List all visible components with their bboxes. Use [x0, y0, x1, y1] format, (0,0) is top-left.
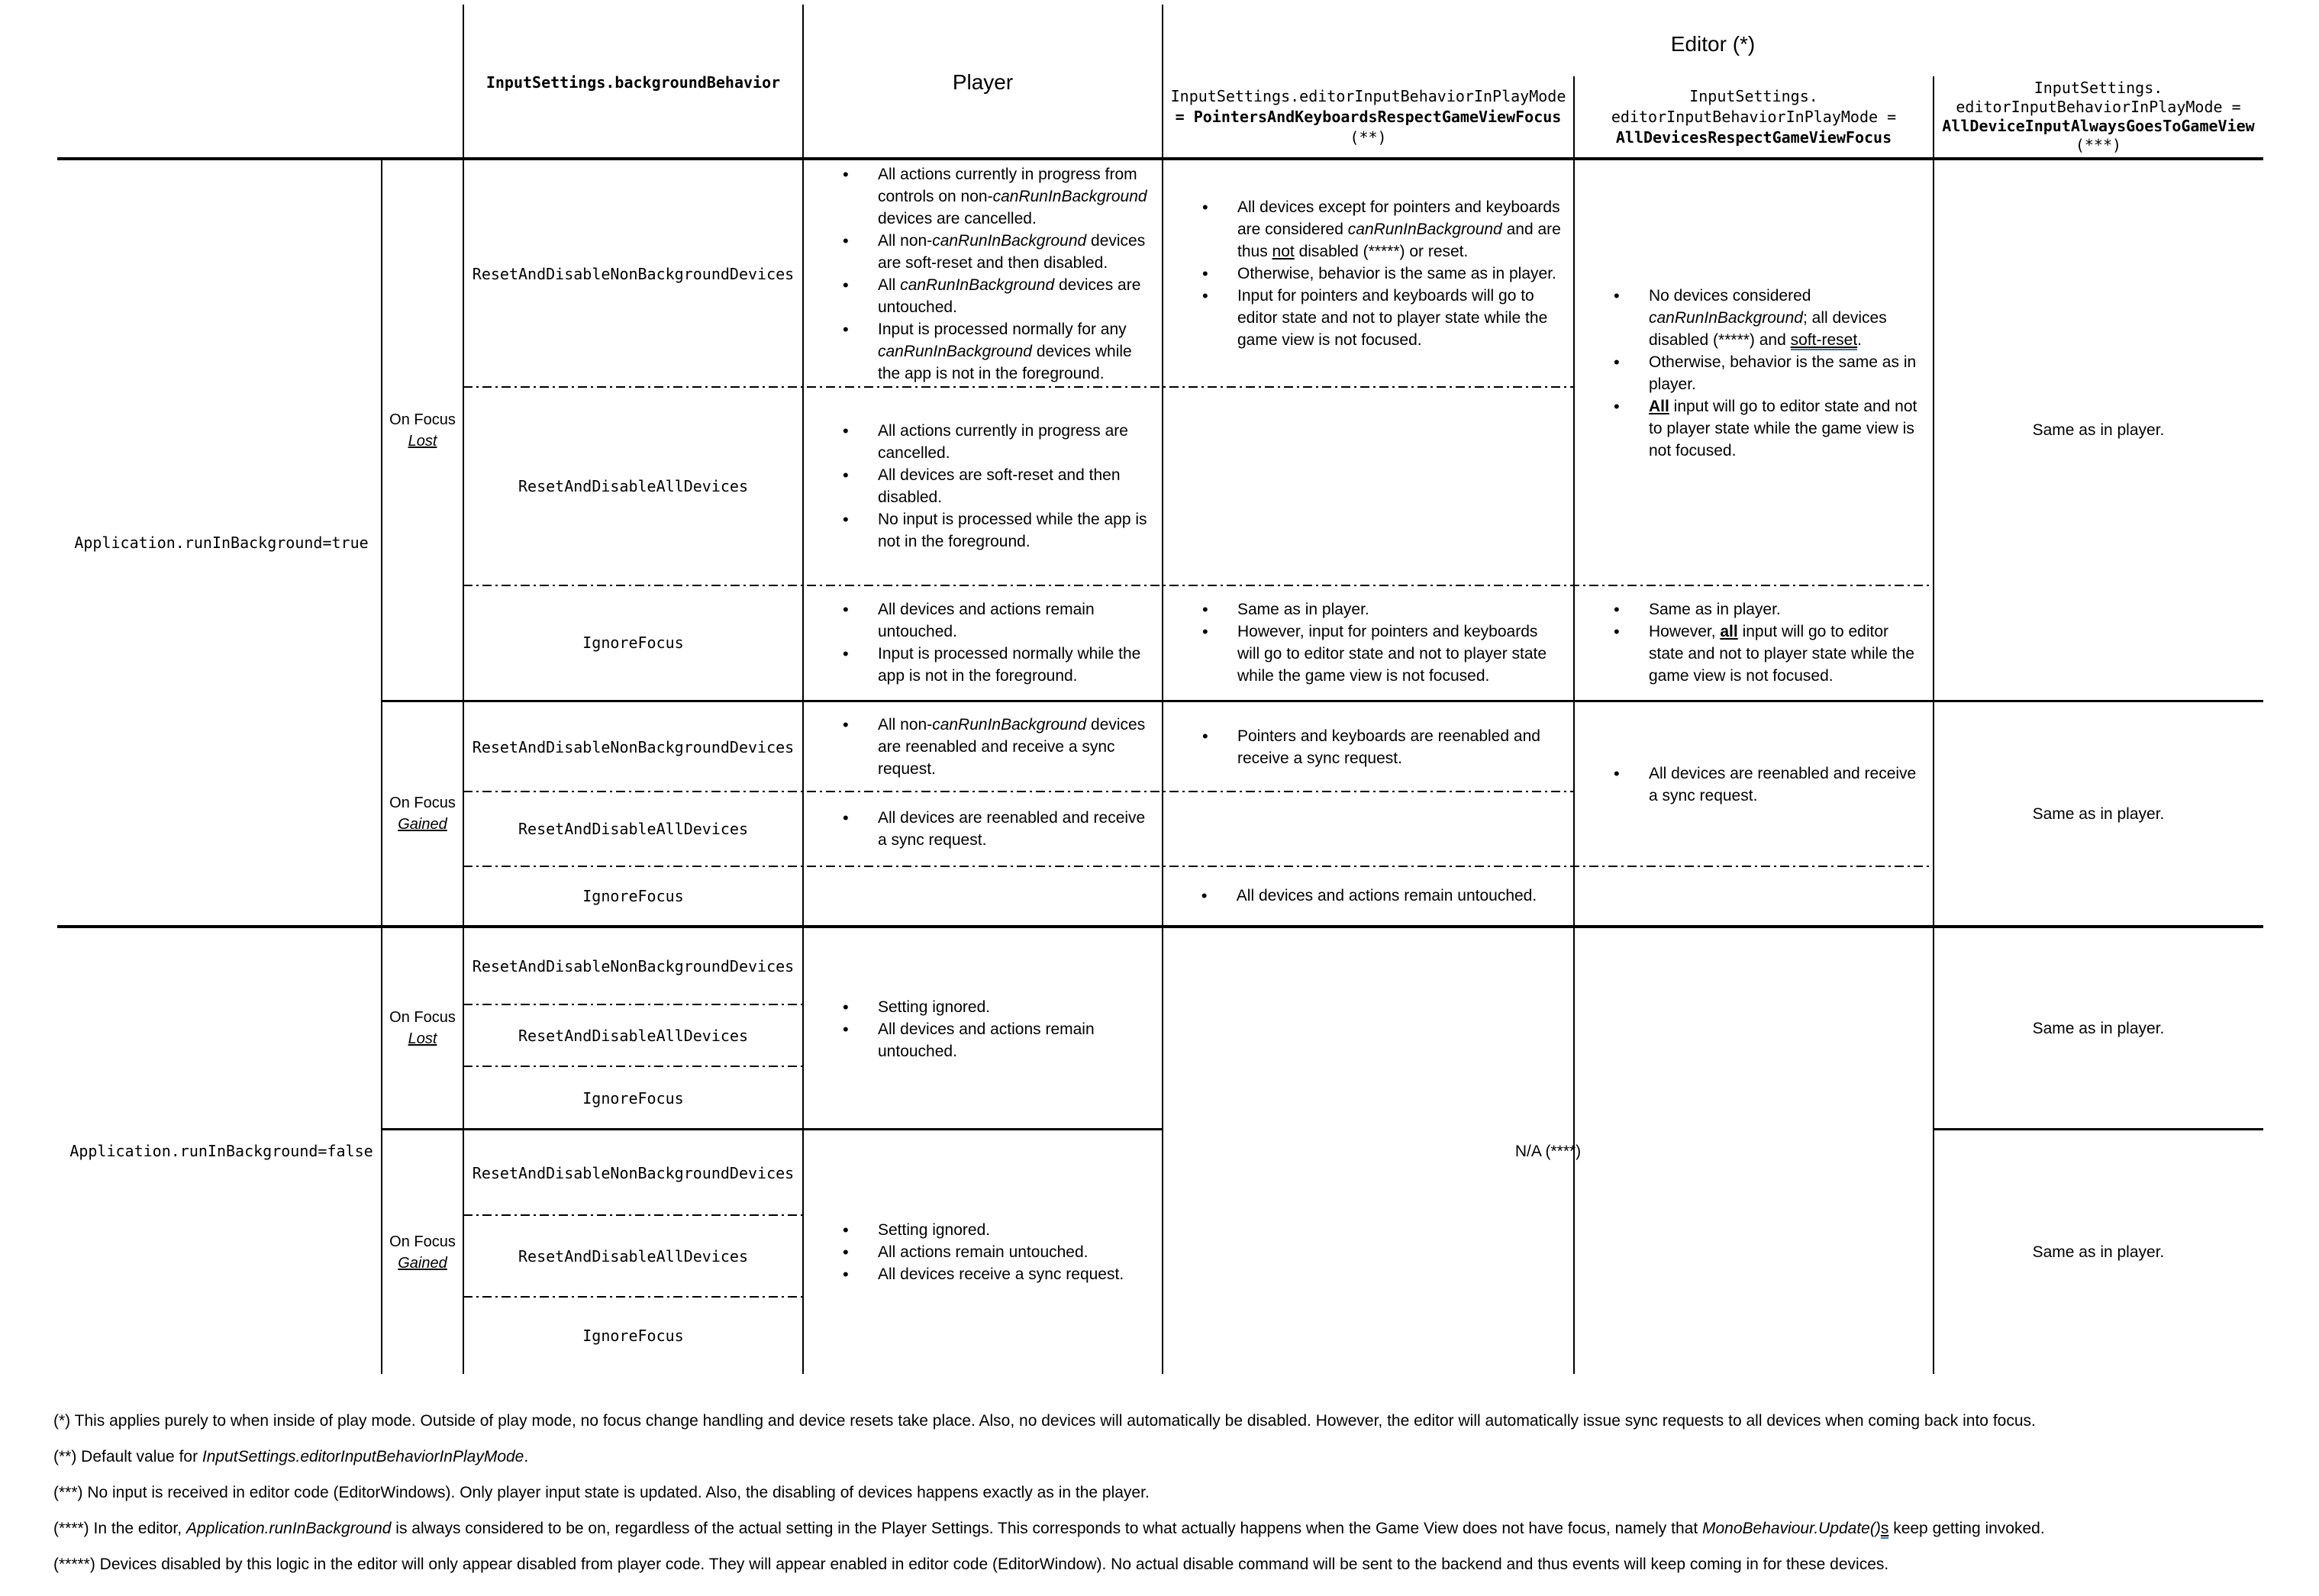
text-segment: All devices are reenabled and receive a sync request.: [1649, 764, 1917, 804]
behavior-cell-false-lost-reset-non-bg: [463, 928, 803, 1004]
bullet-list: [803, 996, 1163, 1062]
text-segment: (*****) Devices disabled by this logic in the editor will only appear disabled from player code. They will appear enabled in editor code (EditorWindow). No actual disable command will be sent to the backend and thus events will keep coming in for these devices.: [53, 1556, 1889, 1573]
text-segment: Otherwise, behavior is the same as in player.: [1649, 353, 1917, 393]
bullet-item: [841, 274, 1152, 318]
bullet-item: [1200, 885, 1537, 907]
text-segment: No devices considered: [1649, 286, 1811, 305]
text-segment: (****) In the editor,: [53, 1520, 186, 1537]
focus-label-lost-true-section: [382, 160, 463, 700]
bullet-item: [841, 508, 1152, 553]
text-segment: All non-: [878, 231, 933, 250]
text-segment: However,: [1649, 623, 1721, 640]
bullet-list: [1574, 285, 1934, 462]
focus-label-gained-false-section: [382, 1130, 463, 1374]
player-cell-true-lost-ignore: [803, 585, 1163, 700]
header-line: editorInputBehaviorInPlayMode =: [1956, 98, 2241, 116]
na-text: N/A (****): [1514, 1142, 1582, 1160]
row-label-run-in-background-true: [61, 160, 382, 925]
behavior-cell-true-gained-ignore: [463, 866, 803, 925]
editor3-cell-false-gained: [1934, 1130, 2263, 1374]
footnote-1: [53, 1411, 2036, 1432]
text-segment: MonoBehaviour.Update(): [1702, 1520, 1881, 1537]
bullet-item: [841, 996, 1152, 1018]
same-as-player-text: Same as in player.: [2032, 1243, 2165, 1261]
text-segment: canRunInBackground: [878, 342, 1032, 360]
behavior-value: ResetAndDisableAllDevices: [518, 1026, 749, 1045]
bullet-list: [803, 598, 1163, 687]
player-cell-true-lost-reset-all: [803, 387, 1163, 585]
player-cell-true-lost-reset-non-bg: [803, 160, 1163, 387]
behavior-cell-false-gained-reset-non-bg: [463, 1130, 803, 1215]
footnote-4: [53, 1518, 2045, 1540]
text-segment: All: [1649, 397, 1669, 415]
footnote-5: [53, 1554, 1888, 1575]
text-segment: All devices and actions remain untouched.: [878, 1020, 1095, 1060]
editor3-cell-false-lost: [1934, 928, 2263, 1128]
text-segment: .: [524, 1448, 529, 1465]
bullet-item: [841, 1219, 1152, 1241]
text-segment: is always considered to be on, regardless of the actual setting in the Player Settings. This corresponds to what actually happens when the Game View does not have focus, namely that: [391, 1520, 1702, 1537]
same-as-player-text: Same as in player.: [2032, 804, 2165, 823]
behavior-cell-false-gained-reset-all: [463, 1215, 803, 1297]
bullet-list: [1200, 885, 1537, 907]
text-segment: (***) No input is received in editor code (EditorWindows). Only player input state is updated. Also, the disabling of devices happens exactly as in the player.: [53, 1484, 1150, 1501]
behavior-value: ResetAndDisableAllDevices: [518, 477, 749, 495]
text-segment: s: [1880, 1520, 1889, 1537]
column-header-editor-pointers-keyboards: [1163, 76, 1574, 157]
bullet-list: [1163, 725, 1574, 769]
focus-label-line2: Lost: [408, 432, 437, 450]
row-label-text: Application.runInBackground=false: [69, 1142, 373, 1160]
bullet-list: [803, 420, 1163, 553]
focus-label-line2: Lost: [408, 1030, 437, 1047]
text-segment: All devices are reenabled and receive a sync request.: [878, 809, 1146, 849]
text-segment: Input is processed normally while the app is not in the foreground.: [878, 645, 1141, 685]
text-segment: Application.runInBackground: [185, 1520, 392, 1537]
player-cell-false-gained-merged: [803, 1130, 1163, 1374]
behavior-cell-true-lost-ignore: [463, 585, 803, 700]
focus-label-line1: On Focus: [389, 411, 456, 428]
bullet-item: [1612, 285, 1923, 351]
footnote-3: [53, 1482, 1150, 1504]
text-segment: All actions remain untouched.: [878, 1243, 1089, 1261]
same-as-player-text: Same as in player.: [2032, 421, 2165, 439]
text-segment: All devices receive a sync request.: [878, 1266, 1124, 1283]
column-header-editor-all-input-to-gameview: [1934, 76, 2263, 157]
text-segment: canRunInBackground: [932, 716, 1087, 734]
player-cell-false-lost-merged: [803, 928, 1163, 1130]
behavior-cell-true-gained-reset-non-bg: [463, 702, 803, 792]
editor3-cell-true-gained: [1934, 702, 2263, 925]
bullet-item: [1612, 621, 1923, 687]
header-line: InputSettings.: [1689, 86, 1818, 105]
header-line: (***): [2075, 136, 2122, 154]
text-segment: (**) Default value for: [53, 1448, 202, 1465]
behavior-value: IgnoreFocus: [582, 1326, 684, 1345]
text-segment: devices are untouched.: [878, 276, 1141, 316]
player-cell-true-gained-reset-non-bg: [803, 702, 1163, 792]
focus-label-gained-true-section: [382, 702, 463, 925]
text-segment: InputSettings.editorInputBehaviorInPlayMode: [202, 1448, 524, 1465]
bullet-list: [803, 1219, 1163, 1285]
header-line: InputSettings.: [2034, 79, 2163, 97]
header-line: = PointersAndKeyboardsRespectGameViewFocus: [1175, 107, 1562, 126]
bullet-list: [803, 807, 1163, 851]
text-segment: Setting ignored.: [878, 998, 991, 1016]
column-header-player-text: Player: [952, 70, 1014, 94]
behavior-cell-true-lost-reset-all: [463, 387, 803, 585]
footnote-2: [53, 1446, 528, 1468]
text-segment: devices are reenabled and receive a sync request.: [878, 716, 1146, 778]
text-segment: and are thus: [1237, 221, 1561, 260]
text-segment: soft-reset: [1790, 330, 1858, 349]
bullet-item: [841, 1263, 1152, 1285]
focus-label-line2: Gained: [398, 816, 447, 833]
player-cell-true-gained-reset-all: [803, 792, 1163, 866]
behavior-cell-true-lost-reset-non-bg: [463, 160, 803, 387]
bullet-item: [841, 714, 1152, 780]
behavior-value: IgnoreFocus: [582, 886, 684, 905]
text-segment: canRunInBackground: [1649, 308, 1803, 327]
text-segment: keep getting invoked.: [1888, 1520, 2045, 1537]
text-segment: (*) This applies purely to when inside of play mode. Outside of play mode, no focus change handling and device resets take place. Also, no devices will automatically be disabled. However, the editor will automatically issue sync requests to all devices when coming back into focus.: [53, 1412, 2036, 1430]
bullet-item: [1201, 285, 1563, 351]
column-header-background-behavior-text: InputSettings.backgroundBehavior: [485, 73, 781, 92]
bullet-item: [1201, 263, 1563, 285]
bullet-item: [841, 464, 1152, 508]
header-line: AllDeviceInputAlwaysGoesToGameView: [1942, 117, 2255, 135]
header-line: editorInputBehaviorInPlayMode =: [1611, 107, 1897, 126]
text-segment: Input is processed normally for any: [878, 320, 1127, 338]
bullet-item: [841, 643, 1152, 687]
focus-label-line1: On Focus: [389, 795, 456, 811]
text-segment: Same as in player.: [1649, 601, 1781, 618]
focus-label-line1: On Focus: [389, 1009, 456, 1026]
header-line: InputSettings.editorInputBehaviorInPlayMode: [1170, 86, 1566, 105]
row-label-run-in-background-false: [61, 928, 382, 1374]
bullet-item: [841, 230, 1152, 274]
behavior-cell-false-gained-ignore: [463, 1297, 803, 1374]
bullet-item: [1612, 598, 1923, 621]
bullet-list: [1574, 598, 1934, 687]
text-segment: input will go to editor state and not to player state while the game view is not focused.: [1649, 623, 1914, 685]
row-label-text: Application.runInBackground=true: [74, 534, 369, 552]
text-segment: canRunInBackground: [992, 187, 1147, 205]
bullet-item: [841, 1241, 1152, 1263]
header-line: (**): [1350, 127, 1387, 147]
bullet-list: [803, 714, 1163, 780]
column-header-editor-all-devices-respect: [1574, 76, 1934, 157]
editor2-cell-true-lost-merged: [1574, 160, 1934, 585]
text-segment: devices while the app is not in the foreground.: [878, 342, 1132, 382]
text-segment: All non-: [878, 716, 933, 734]
text-segment: canRunInBackground: [900, 276, 1055, 294]
bullet-item: [841, 163, 1152, 230]
behavior-value: ResetAndDisableNonBackgroundDevices: [472, 737, 795, 756]
behavior-value: IgnoreFocus: [582, 634, 684, 652]
bullet-list: [803, 163, 1163, 385]
bullet-item: [1612, 763, 1923, 807]
behavior-cell-false-lost-reset-all: [463, 1004, 803, 1066]
text-segment: All: [878, 276, 901, 294]
behavior-cell-false-lost-ignore: [463, 1066, 803, 1130]
editor-group-header: [1163, 11, 2263, 76]
column-header-player: [803, 8, 1163, 157]
text-segment: No input is processed while the app is not in the foreground.: [878, 511, 1147, 550]
text-segment: All actions currently in progress from controls on non-: [878, 165, 1137, 205]
text-segment: Otherwise, behavior is the same as in player.: [1237, 265, 1556, 282]
bullet-item: [1201, 621, 1563, 687]
editor1-cell-true-gained-reset-non-bg: [1163, 702, 1574, 792]
bullet-item: [841, 1018, 1152, 1062]
bullet-list: [1163, 598, 1574, 687]
text-segment: devices are cancelled.: [878, 209, 1037, 227]
merged-cell-true-gained-ignore: [803, 866, 1934, 925]
text-segment: All devices except for pointers and keyboards are considered: [1237, 198, 1560, 238]
bullet-item: [841, 807, 1152, 851]
na-cell-false-editor: [1163, 928, 1934, 1374]
text-segment: Pointers and keyboards are reenabled and receive a sync request.: [1237, 727, 1540, 767]
bullet-item: [1201, 196, 1563, 263]
text-segment: not: [1272, 243, 1295, 260]
behavior-value: IgnoreFocus: [582, 1088, 684, 1108]
text-segment: devices are soft-reset and then disabled.: [878, 231, 1146, 272]
text-segment: All devices and actions remain untouched.: [1236, 887, 1537, 904]
column-header-background-behavior: [463, 8, 803, 157]
bullet-item: [841, 318, 1152, 385]
text-segment: However, input for pointers and keyboards will go to editor state and not to player state while the game view is not focused.: [1237, 623, 1547, 685]
text-segment: disabled (*****) or reset.: [1294, 243, 1469, 260]
behavior-value: ResetAndDisableNonBackgroundDevices: [472, 957, 795, 975]
behavior-value: ResetAndDisableAllDevices: [518, 1246, 749, 1266]
bullet-item: [841, 598, 1152, 643]
editor1-cell-true-lost-ignore: [1163, 585, 1574, 700]
same-as-player-text: Same as in player.: [2032, 1019, 2165, 1037]
text-segment: input will go to editor state and not to player state while the game view is not focused.: [1649, 397, 1917, 459]
bullet-item: [1612, 351, 1923, 395]
text-segment: canRunInBackground: [1347, 221, 1502, 238]
text-segment: all: [1720, 623, 1738, 640]
editor3-cell-true-lost: [1934, 160, 2263, 700]
behavior-value: ResetAndDisableAllDevices: [518, 820, 749, 838]
text-segment: Setting ignored.: [878, 1221, 991, 1239]
editor2-cell-true-lost-ignore: [1574, 585, 1934, 700]
behavior-value: ResetAndDisableNonBackgroundDevices: [472, 264, 795, 283]
header-line: AllDevicesRespectGameViewFocus: [1615, 127, 1892, 147]
bullet-item: [841, 420, 1152, 464]
text-segment: .: [1857, 330, 1862, 349]
editor-group-header-text: Editor (*): [1670, 31, 1756, 56]
focus-label-lost-false-section: [382, 928, 463, 1128]
text-segment: Input for pointers and keyboards will go to editor state and not to player state while the game view is not focused.: [1237, 287, 1548, 349]
bullet-item: [1201, 598, 1563, 621]
editor1-cell-true-lost-reset-non-bg: [1163, 160, 1574, 387]
text-segment: All devices are soft-reset and then disabled.: [878, 466, 1121, 506]
bullet-item: [1201, 725, 1563, 769]
bullet-list: [1163, 196, 1574, 351]
focus-label-line1: On Focus: [389, 1233, 456, 1250]
text-segment: canRunInBackground: [932, 231, 1087, 250]
text-segment: ; all devices disabled (*****) and: [1649, 308, 1887, 349]
editor2-cell-true-gained-merged: [1574, 702, 1934, 866]
behavior-cell-true-gained-reset-all: [463, 792, 803, 866]
text-segment: Same as in player.: [1237, 601, 1369, 618]
text-segment: All devices and actions remain untouched.: [878, 601, 1095, 640]
bullet-list: [1574, 763, 1934, 807]
bullet-item: [1612, 395, 1923, 462]
behavior-value: ResetAndDisableNonBackgroundDevices: [472, 1163, 795, 1182]
text-segment: All actions currently in progress are cancelled.: [878, 422, 1128, 462]
focus-label-line2: Gained: [398, 1254, 447, 1272]
